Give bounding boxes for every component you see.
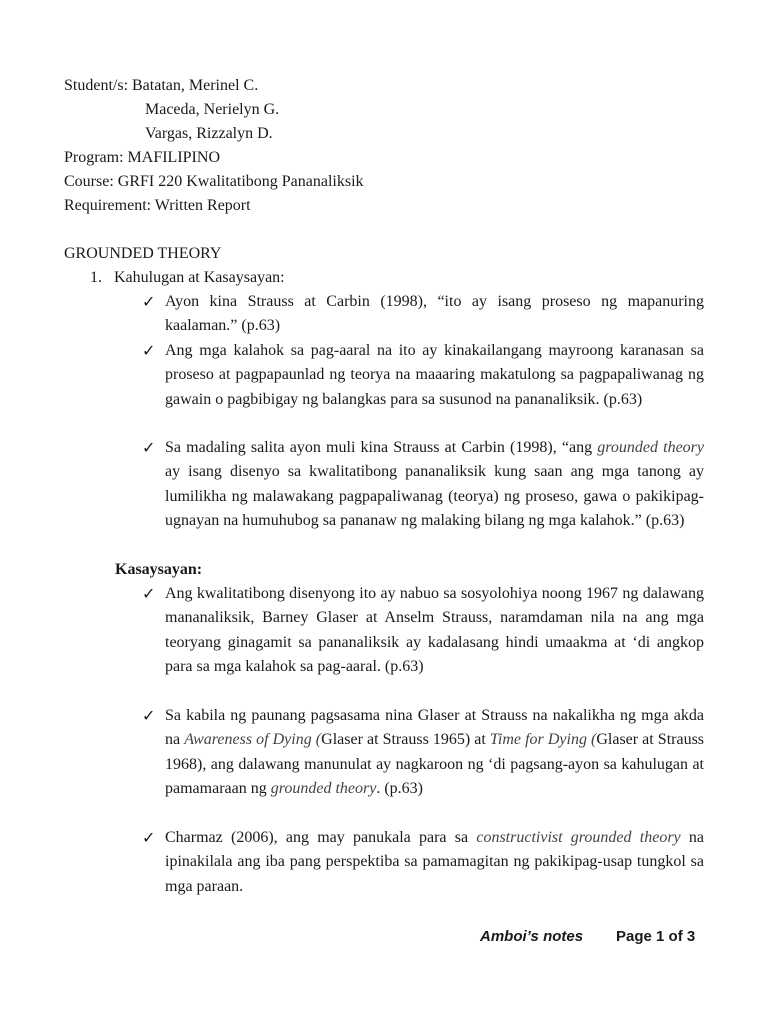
text-run: Sa madaling salita ayon muli kina Strauss at Carbin (1998), “ang [165,439,598,456]
italic-term: Awareness of Dying ( [184,731,322,749]
text-run: . (p.63) [376,780,423,798]
italic-term: Time for Dying ( [489,731,597,749]
text-run: Sa kabila ng paunang pagsasama nina Glaser at Strauss na nakalikha ng mga akda na [165,707,704,749]
check-icon: ✓ [142,706,156,725]
check-icon: ✓ [142,292,156,311]
program-line: Program: MAFILIPINO [64,149,220,166]
text-run: Glaser at Strauss 1965) at [321,731,490,749]
subsection-heading: Kasaysayan: [115,561,203,578]
check-icon: ✓ [142,584,156,603]
text-run: Charmaz (2006), ang may panukala para sa [165,829,477,846]
check-icon: ✓ [142,828,156,847]
student-name: Maceda, Nerielyn G. [145,101,280,118]
text-run: Glaser at Strauss 1968), ang dalawang manunulat ay nagkaroon ng ‘di pagsang-ayon sa kahulugan at pamamaraan ng [165,731,705,798]
check-icon: ✓ [142,341,156,360]
bullet-paragraph [165,704,704,802]
page-number: Page 1 of 3 [616,928,696,945]
text-run: ay isang disenyo sa kwalitatibong pananaliksik kung saan ang mga tanong ay lumilikha ng malawakang pagpapaliwanag (teorya) ng proseso, gawa o pakikipag-ugnayan na humuhubog sa pananaw ng malaking bilang ng mga kalahok.” (p.63) [165,463,704,530]
bullet-paragraph [165,436,704,534]
italic-term: grounded theory [597,439,705,456]
bullet-paragraph: Ang mga kalahok sa pag-aaral na ito ay kinakailangang mayroong karanasan sa proseso at pagpapaunlad ng teorya na maaaring makatulong sa pagpapaliwanag ng gawain o pagbibigay ng balangkas para sa susunod na pananaliksik. (p.63) [165,342,704,408]
check-icon: ✓ [142,438,156,457]
document-title: GROUNDED THEORY [64,245,222,262]
italic-term: constructivist grounded theory [476,829,681,846]
bullet-paragraph: Ang kwalitatibong disenyong ito ay nabuo sa sosyolohiya noong 1967 ng dalawang mananaliksik, Barney Glaser at Anselm Strauss, naramdaman nila na ang mga teoryang ginagamit sa pananaliksik ay kadalasang hindi umaakma at ‘di angkop para sa mga kalahok sa pag-aaral. (p.63) [165,585,704,676]
requirement-line: Requirement: Written Report [64,197,251,214]
text-run: na ipinakilala ang iba pang perspektiba sa pamamagitan ng pakikipag-usap tungkol sa mga paraan. [165,829,704,895]
footer-notes: Amboi’s notes [480,928,584,945]
students-line: Student/s: Batatan, Merinel C. [64,77,259,94]
italic-term: grounded theory [270,780,377,798]
section-number: 1. [90,269,102,286]
section-heading: Kahulugan at Kasaysayan: [114,269,285,286]
bullet-paragraph: Ayon kina Strauss at Carbin (1998), “ito ay isang proseso ng mapanuring kaalaman.” (p.63) [165,293,704,335]
course-line: Course: GRFI 220 Kwalitatibong Pananaliksik [64,173,364,190]
bullet-paragraph [165,826,704,899]
student-name: Vargas, Rizzalyn D. [145,125,273,142]
